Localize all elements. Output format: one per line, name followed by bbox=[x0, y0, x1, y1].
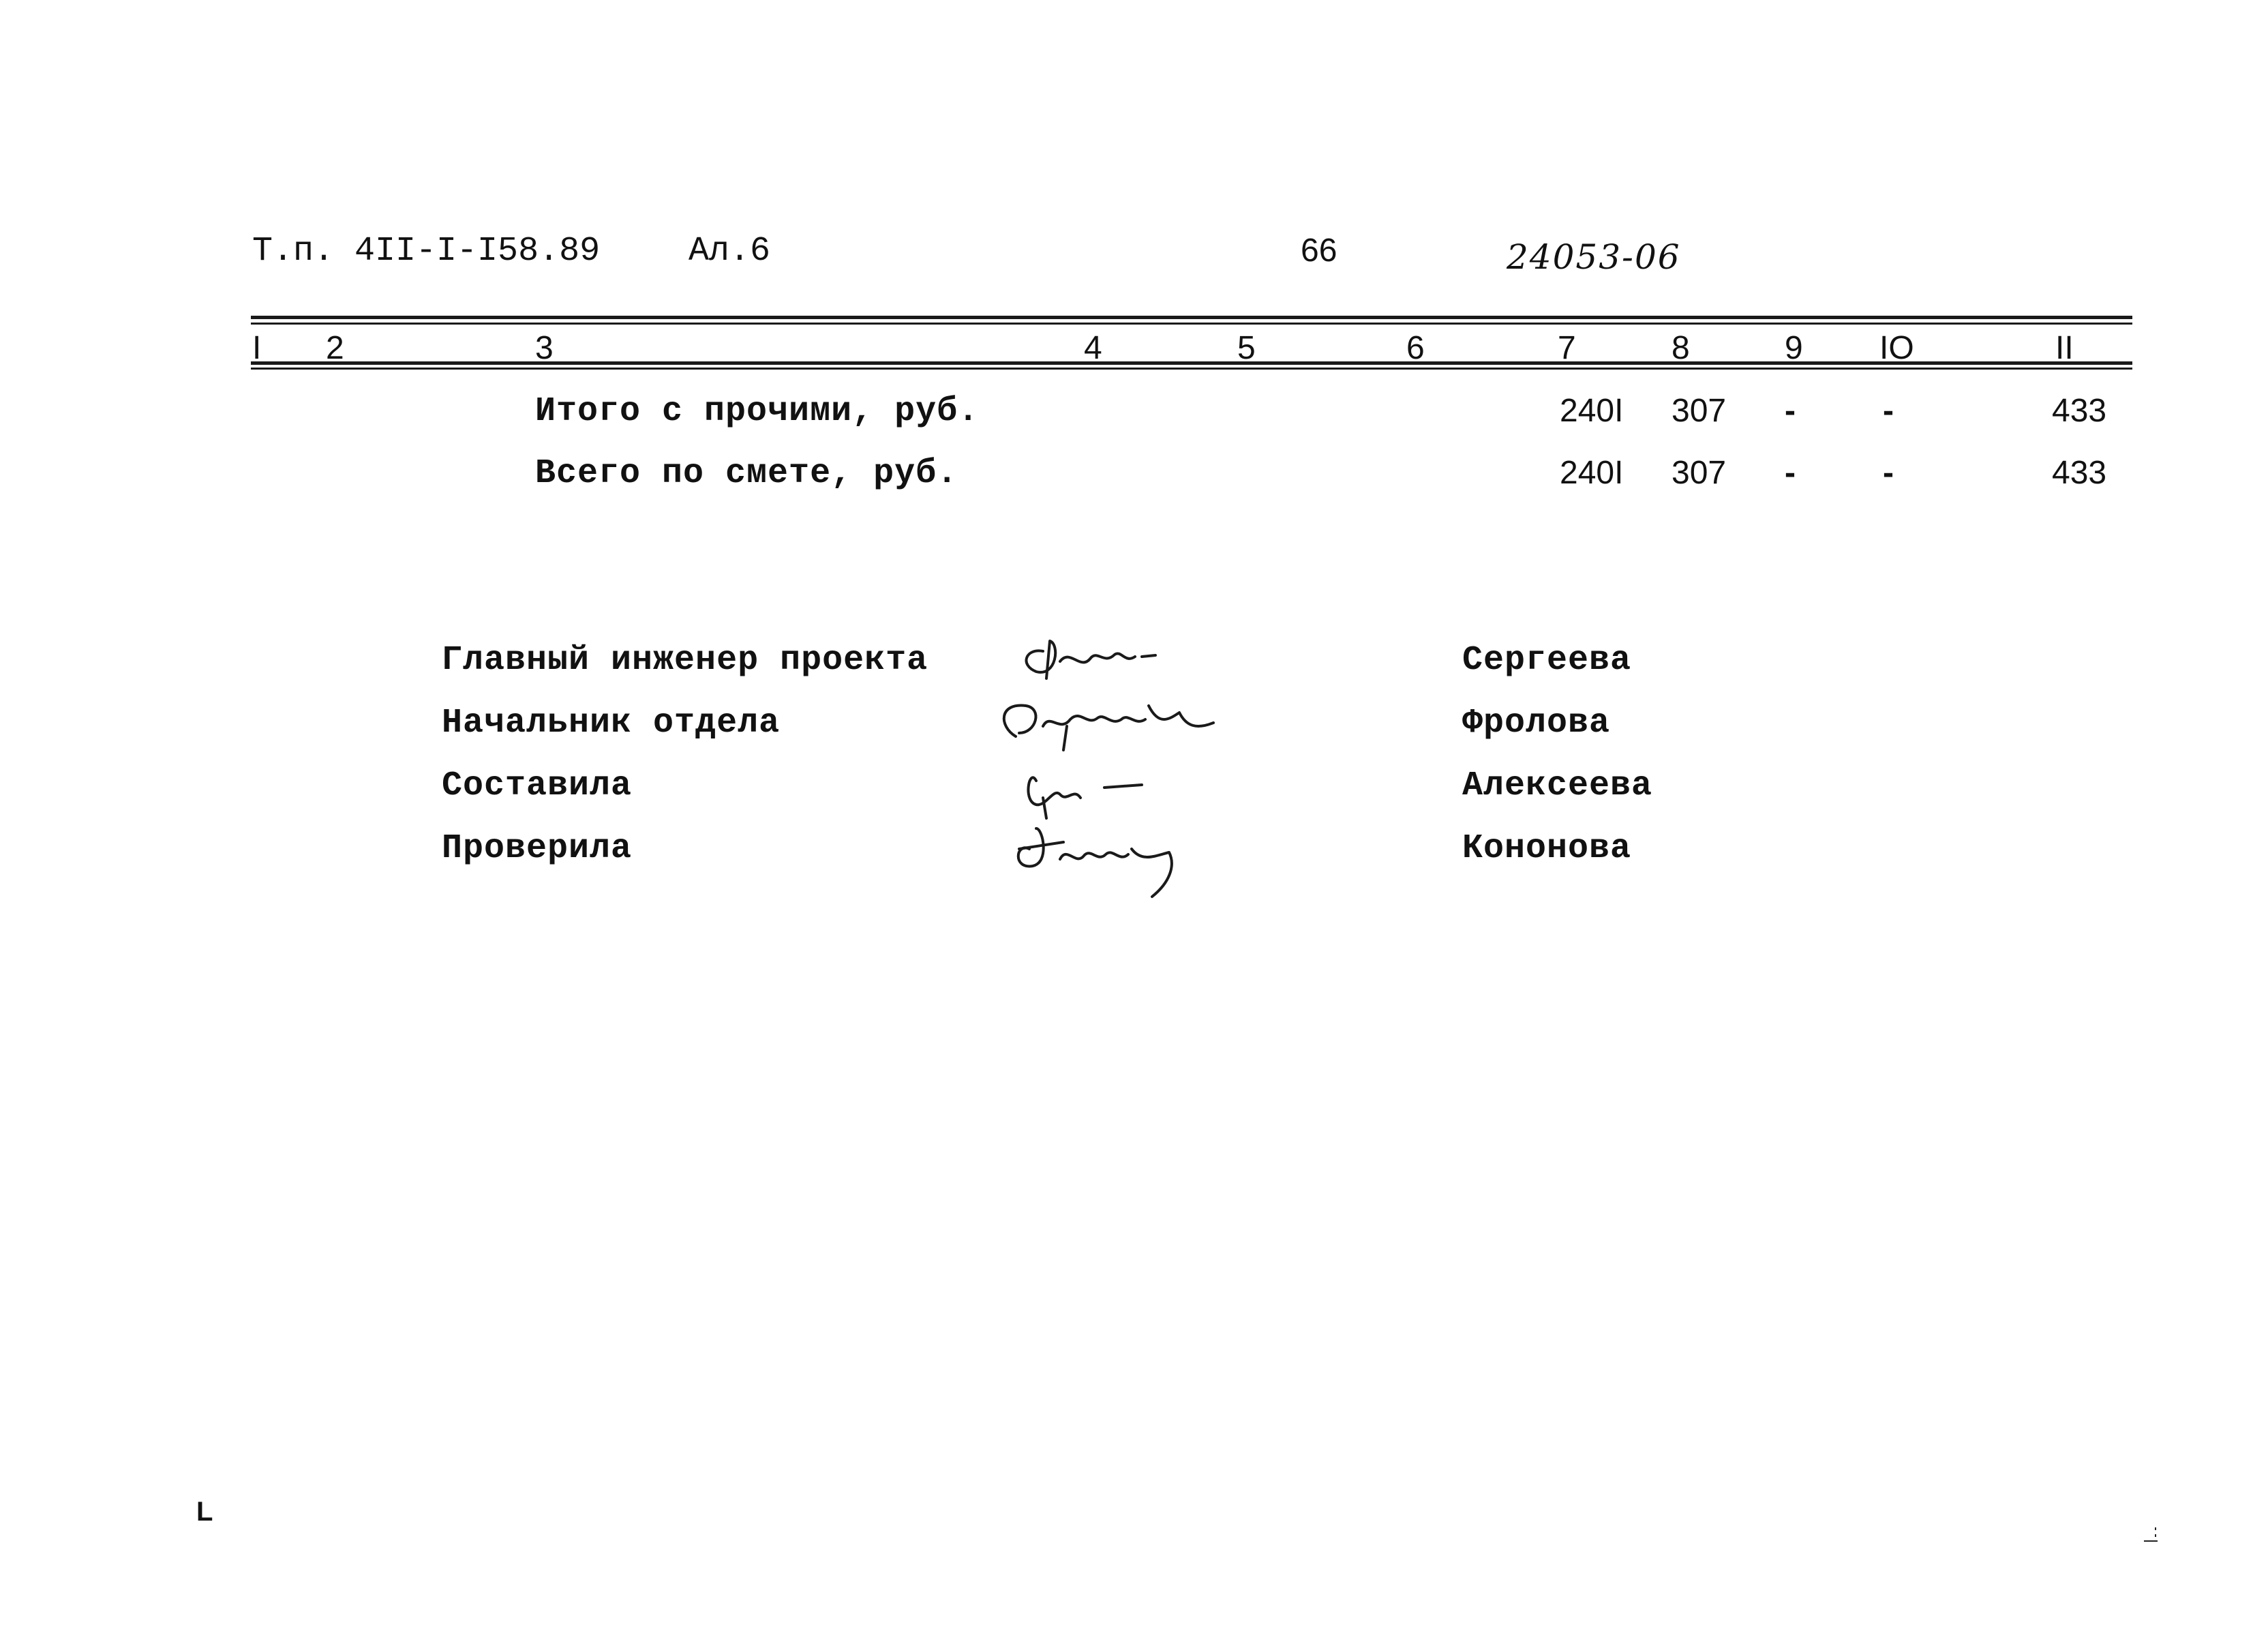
signature-position-chief-engineer: Главный инженер проекта bbox=[442, 641, 928, 680]
column-number-2: 2 bbox=[326, 330, 344, 366]
signature-name-compiled-by: Алексеева bbox=[1462, 766, 1653, 805]
column-number-4: 4 bbox=[1084, 330, 1102, 366]
column-number-11: II bbox=[2055, 330, 2074, 366]
signature-name-chief-engineer: Сергеева bbox=[1462, 641, 1632, 680]
signature-name-department-head: Фролова bbox=[1462, 704, 1611, 743]
column-number-8: 8 bbox=[1672, 330, 1690, 366]
row-total-with-other-label: Итого с прочими, руб. bbox=[535, 392, 980, 431]
row-total-with-other-col10: - bbox=[1883, 393, 1894, 429]
row-total-with-other-col8: 307 bbox=[1672, 393, 1727, 429]
row-total-with-other-col7: 240I bbox=[1560, 393, 1624, 429]
row-total-with-other-col11: 433 bbox=[2052, 393, 2107, 429]
row-total-with-other-col9: - bbox=[1785, 393, 1796, 429]
handwritten-signatures bbox=[995, 624, 1241, 924]
column-number-1: I bbox=[252, 330, 262, 366]
document-code: Т.п. 4II-I-I58.89 bbox=[252, 232, 601, 271]
handwritten-registration-number: 24053-06 bbox=[1507, 237, 1681, 277]
signature-name-checked-by: Кононова bbox=[1462, 829, 1632, 868]
row-total-by-estimate-col8: 307 bbox=[1672, 455, 1727, 491]
column-number-6: 6 bbox=[1406, 330, 1425, 366]
album-number: Ал.6 bbox=[689, 232, 771, 271]
column-number-10: IO bbox=[1879, 330, 1914, 366]
page-number: 66 bbox=[1301, 233, 1337, 269]
table-top-rule bbox=[251, 316, 2132, 319]
row-total-by-estimate-label: Всего по смете, руб. bbox=[535, 454, 958, 493]
signature-position-department-head: Начальник отдела bbox=[442, 704, 781, 743]
row-total-by-estimate-col11: 433 bbox=[2052, 455, 2107, 491]
row-total-by-estimate-col10: - bbox=[1883, 455, 1894, 491]
signature-position-checked-by: Проверила bbox=[442, 829, 633, 868]
table-top-rule-inner bbox=[251, 323, 2132, 325]
binding-mark-icon bbox=[2141, 1521, 2161, 1548]
column-number-5: 5 bbox=[1237, 330, 1256, 366]
row-total-by-estimate-col9: - bbox=[1785, 455, 1796, 491]
column-number-3: 3 bbox=[535, 330, 554, 366]
signature-position-compiled-by: Составила bbox=[442, 766, 633, 805]
corner-mark: L bbox=[196, 1497, 213, 1527]
table-header-bottom-rule bbox=[251, 361, 2132, 365]
column-number-9: 9 bbox=[1785, 330, 1803, 366]
row-total-by-estimate-col7: 240I bbox=[1560, 455, 1624, 491]
column-number-7: 7 bbox=[1558, 330, 1576, 366]
table-header-bottom-rule-inner bbox=[251, 368, 2132, 370]
